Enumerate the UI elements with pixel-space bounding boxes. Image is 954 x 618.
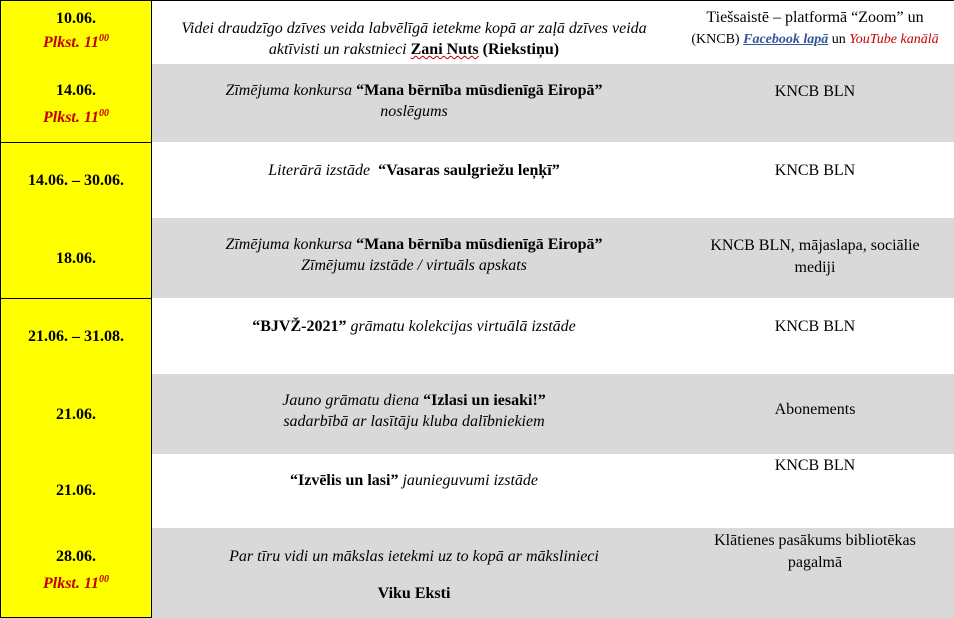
event-description: Zīmējuma konkursa “Mana bērnība mūsdienīgā Eiropā”: [225, 236, 603, 253]
table-row: [0, 64, 954, 142]
event-description: Zīmējuma konkursa “Mana bērnība mūsdienīgā Eiropā”: [225, 82, 603, 99]
event-cell: [152, 374, 676, 454]
event-date: 28.06.: [56, 548, 96, 565]
event-description: “Izvēlis un lasi” jaunieguvumi izstāde: [289, 472, 538, 489]
location-text: KNCB BLN: [774, 162, 856, 179]
event-cell: [152, 218, 676, 298]
location-cell: [676, 64, 954, 142]
location-line: KNCB BLN, mājaslapa, sociālie: [710, 237, 920, 254]
date-cell: [0, 298, 152, 374]
youtube-link[interactable]: YouTube kanālā: [849, 32, 939, 47]
event-cell: [152, 528, 676, 618]
location-text: Abonements: [774, 401, 856, 418]
location-line: Klātienes pasākums bibliotēkas: [714, 532, 916, 549]
table-row: [0, 0, 954, 64]
date-cell: [0, 218, 152, 298]
table-row: [0, 218, 954, 298]
location-text: KNCB BLN: [774, 318, 856, 335]
event-date: 21.06.: [56, 405, 96, 423]
location-line: Tiešsaistē – platformā “Zoom” un: [706, 9, 924, 26]
event-description-line2: noslēgums: [380, 103, 448, 120]
event-time: Plkst. $11^{00}$: [42, 33, 109, 51]
event-description: Jauno grāmatu diena “Izlasi un iesaki!”: [282, 392, 546, 409]
event-cell: [152, 0, 676, 64]
date-cell: [0, 142, 152, 218]
table-row: [0, 374, 954, 454]
location-line: (KNCB) Facebook lapā un YouTube kanālā: [691, 32, 939, 47]
event-description: Literārā izstāde “Vasaras saulgriežu leņķī”: [268, 162, 560, 179]
location-line: pagalmā: [787, 554, 843, 571]
event-description-line2: Zīmējumu izstāde / virtuāls apskats: [301, 257, 527, 274]
table-top-border: [0, 0, 954, 1]
event-date: 21.06.: [56, 482, 96, 499]
location-cell: [676, 528, 954, 618]
event-date: 21.06. – 31.08.: [28, 327, 124, 345]
event-date: 10.06.: [56, 10, 96, 27]
location-cell: [676, 298, 954, 374]
location-cell: [676, 218, 954, 298]
event-cell: [152, 454, 676, 528]
date-cell: [0, 528, 152, 618]
event-cell: [152, 298, 676, 374]
event-date: 18.06.: [56, 249, 96, 267]
event-date: 14.06.: [56, 82, 96, 99]
event-description: Videi draudzīgo dzīves veida labvēlīgā ietekme kopā ar zaļā dzīves veida aktīvisti un rakstnieci Zani Nuts (Riekstiņu): [181, 20, 647, 58]
event-date: 14.06. – 30.06.: [28, 171, 124, 189]
event-description-line2: Viku Eksti: [377, 585, 451, 602]
location-text: KNCB BLN: [774, 83, 856, 100]
event-description: Par tīru vidi un mākslas ietekmi uz to kopā ar mākslinieci: [229, 548, 599, 565]
event-time: Plkst. $11^{00}$: [42, 574, 109, 592]
table-row: [0, 142, 954, 218]
row-separator: [0, 142, 152, 143]
table-row: [0, 528, 954, 618]
date-cell: [0, 64, 152, 142]
event-cell: [152, 64, 676, 142]
location-cell: [676, 454, 954, 528]
facebook-link[interactable]: Facebook lapā: [743, 32, 829, 47]
location-cell: [676, 0, 954, 64]
location-text: KNCB BLN: [774, 457, 856, 474]
table-row: [0, 298, 954, 374]
location-cell: [676, 374, 954, 454]
date-cell: [0, 374, 152, 454]
date-cell: [0, 454, 152, 528]
event-cell: [152, 142, 676, 218]
location-cell: [676, 142, 954, 218]
row-separator: [0, 298, 152, 299]
event-time: Plkst. $11^{00}$: [42, 108, 109, 126]
table-row: [0, 454, 954, 528]
date-cell: [0, 0, 152, 64]
event-description: “BJVŽ-2021” grāmatu kolekcijas virtuālā izstāde: [252, 318, 576, 335]
location-line: mediji: [794, 259, 836, 276]
event-description-line2: sadarbībā ar lasītāju kluba dalībniekiem: [283, 413, 545, 430]
